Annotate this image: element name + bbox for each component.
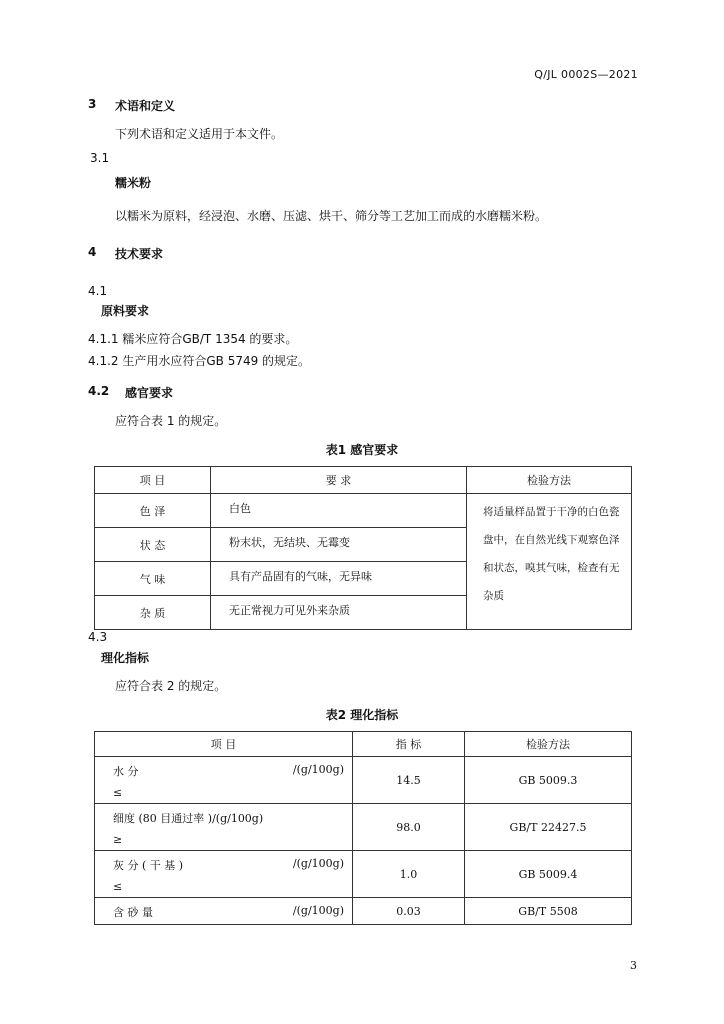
item-method: GB 5009.4 — [465, 851, 632, 898]
term-definition: 以糯米为原料，经浸泡、水磨、压滤、烘干、筛分等工艺加工而成的水磨糯米粉。 — [115, 209, 548, 223]
section-3-intro: 下列术语和定义适用于本文件。 — [115, 127, 284, 141]
table-1-header-method: 检验方法 — [467, 467, 632, 494]
table-1-item: 杂 质 — [95, 596, 211, 630]
section-4-2-title: 感官要求 — [125, 386, 174, 400]
section-4-number: 4 — [88, 245, 97, 259]
section-3-1-number: 3.1 — [90, 151, 110, 165]
section-4-3-number: 4.3 — [88, 630, 108, 644]
page-number: 3 — [630, 959, 637, 972]
clause-4-1-2: 4.1.2 生产用水应符合GB 5749 的规定。 — [88, 354, 311, 368]
item-comparator: ≤ — [113, 880, 123, 893]
table-2-item — [95, 804, 353, 851]
item-unit: /(g/100g) — [292, 904, 344, 917]
section-3-number: 3 — [88, 97, 97, 111]
table-1-header-item: 项 目 — [95, 467, 211, 494]
table-row — [95, 898, 632, 925]
item-method: GB/T 22427.5 — [465, 804, 632, 851]
item-value: 14.5 — [353, 757, 465, 804]
table-row — [95, 494, 632, 528]
document-id: Q/JL 0002S—2021 — [534, 68, 638, 81]
section-4-1-number: 4.1 — [88, 284, 108, 298]
table-2-item — [95, 898, 353, 925]
item-unit: /(g/100g) — [292, 857, 344, 870]
table-2-header-method: 检验方法 — [465, 732, 632, 757]
table-2-header-item: 项 目 — [95, 732, 353, 757]
item-name: 灰 分 ( 干 基 ) — [113, 859, 184, 872]
item-method: GB/T 5508 — [465, 898, 632, 925]
table-1-item: 状 态 — [95, 528, 211, 562]
item-value: 98.0 — [353, 804, 465, 851]
table-row — [95, 804, 632, 851]
table-2-item — [95, 757, 353, 804]
item-name: 细度 (80 目通过率 )/(g/100g) — [113, 812, 264, 825]
item-comparator: ≥ — [113, 833, 123, 846]
table-1-caption: 表1 感官要求 — [325, 443, 399, 457]
table-1-requirement: 白色 — [211, 494, 467, 528]
item-comparator: ≤ — [113, 786, 123, 799]
table-1-requirement: 具有产品固有的气味，无异味 — [211, 562, 467, 596]
item-value: 1.0 — [353, 851, 465, 898]
table-row — [95, 851, 632, 898]
section-4-1-title: 原料要求 — [101, 304, 150, 318]
table-1-item: 气 味 — [95, 562, 211, 596]
table-2-caption: 表2 理化指标 — [325, 708, 399, 722]
section-3-title: 术语和定义 — [115, 99, 176, 113]
table-1-method: 将适量样品置于干净的白色瓷盘中，在自然光线下观察色泽和状态，嗅其气味，检查有无杂质 — [467, 494, 632, 630]
item-unit: /(g/100g) — [292, 763, 344, 776]
item-name: 含 砂 量 — [113, 906, 153, 919]
section-4-2-number: 4.2 — [88, 384, 110, 398]
table-row — [95, 757, 632, 804]
section-4-3-title: 理化指标 — [101, 651, 150, 665]
table-1-requirement: 无正常视力可见外来杂质 — [211, 596, 467, 630]
table-1-requirement: 粉末状，无结块、无霉变 — [211, 528, 467, 562]
clause-4-1-1: 4.1.1 糯米应符合GB/T 1354 的要求。 — [88, 332, 298, 346]
item-method: GB 5009.3 — [465, 757, 632, 804]
table-1-item: 色 泽 — [95, 494, 211, 528]
physicochemical-indicators-table — [94, 731, 632, 925]
section-4-3-text: 应符合表 2 的规定。 — [115, 679, 227, 693]
term-name: 糯米粉 — [115, 176, 152, 190]
item-name: 水 分 — [113, 765, 139, 778]
table-2-header-value: 指 标 — [353, 732, 465, 757]
table-2-item — [95, 851, 353, 898]
sensory-requirements-table — [94, 466, 632, 630]
item-value: 0.03 — [353, 898, 465, 925]
table-1-header-requirement: 要 求 — [211, 467, 467, 494]
section-4-title: 技术要求 — [115, 247, 164, 261]
section-4-2-text: 应符合表 1 的规定。 — [115, 414, 227, 428]
